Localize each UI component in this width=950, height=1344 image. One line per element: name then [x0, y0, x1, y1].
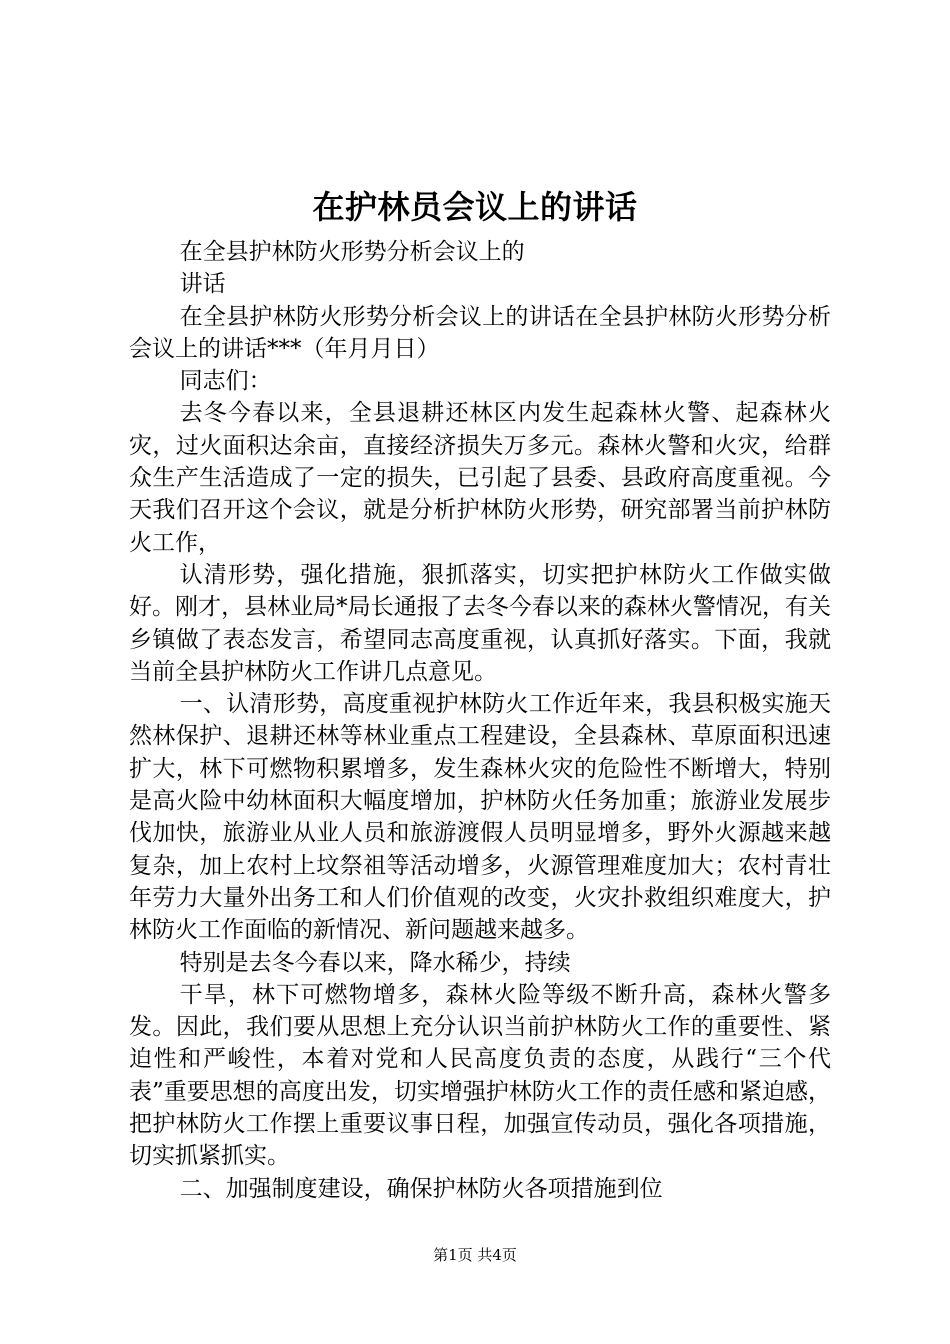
paragraph: 二、加强制度建设，确保护林防火各项措施到位 [179, 1175, 663, 1202]
paragraph: 干旱，林下可燃物增多，森林火险等级不断升高，森林火警多发。因此，我们要从思想上充分认识当前护林防火工作的重要性、紧迫性和严峻性，本着对党和人民高度负责的态度，从践行“三个代表”重要思想的高度出发，切实增强护林防火工作的责任感和紧迫感，把护林防火工作摆上重要议事日程，加强宣传动员，强化各项措施，切实抓紧抓实。 [129, 981, 831, 1170]
page-footer: 第1页 共4页 [433, 1246, 517, 1264]
paragraph: 认清形势，强化措施，狠抓落实，切实把护林防火工作做实做好。刚才，县林业局*局长通报了去冬今春以来的森林火警情况，有关乡镇做了表态发言，希望同志高度重视，认真抓好落实。下面，我就当前全县护林防火工作讲几点意见。 [129, 561, 831, 685]
document-body [129, 236, 831, 1205]
paragraph: 一、认清形势，高度重视护林防火工作近年来，我县积极实施天然林保护、退耕还林等林业重点工程建设，全县森林、草原面积迅速扩大，林下可燃物积累增多，发生森林火灾的危险性不断增大，特别是高火险中幼林面积大幅度增加，护林防火任务加重；旅游业发展步伐加快，旅游业从业人员和旅游渡假人员明显增多，野外火源越来越复杂，加上农村上坟祭祖等活动增多，火源管理难度加大；农村青壮年劳力大量外出务工和人们价值观的改变，火灾扑救组织难度大，护林防火工作面临的新情况、新问题越来越多。 [129, 691, 831, 944]
paragraph: 在全县护林防火形势分析会议上的 [179, 239, 525, 265]
paragraph: 特别是去冬今春以来，降水稀少，持续 [179, 949, 571, 976]
document-title: 在护林员会议上的讲话 [312, 188, 638, 226]
paragraph: 讲话 [179, 271, 226, 298]
paragraph: 在全县护林防火形势分析会议上的讲话在全县护林防火形势分析会议上的讲话***（年月月日） [129, 303, 831, 362]
paragraph: 同志们： [179, 368, 272, 395]
paragraph: 去冬今春以来，全县退耕还林区内发生起森林火警、起森林火灾，过火面积达余亩，直接经济损失万多元。森林火警和火灾，给群众生产生活造成了一定的损失，已引起了县委、县政府高度重视。今天我们召开这个会议，就是分析护林防火形势，研究部署当前护林防火工作， [129, 400, 831, 556]
